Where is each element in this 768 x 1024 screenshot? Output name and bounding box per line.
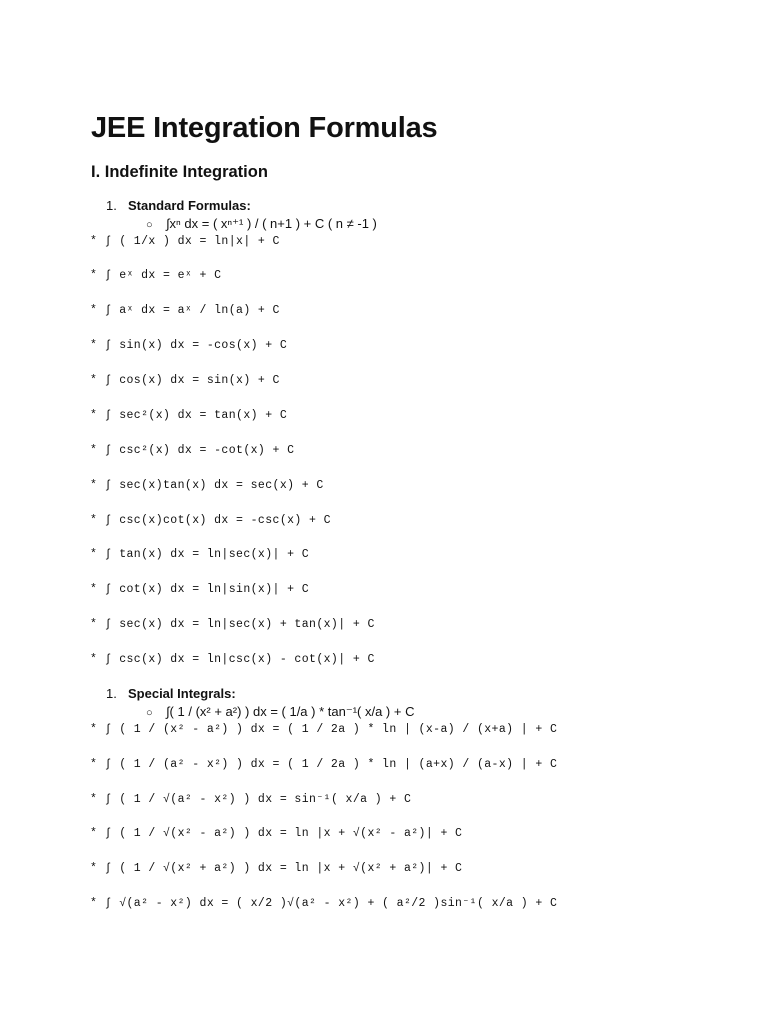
list-number: 1. [106,198,117,213]
formula-line: * ∫ sec(x)tan(x) dx = sec(x) + C [90,479,324,492]
document-title: JEE Integration Formulas [91,112,438,144]
section-heading-indefinite-integration: I. Indefinite Integration [91,163,268,181]
sub-item-arctan-integral [146,703,414,722]
formula-line: * ∫ sec²(x) dx = tan(x) + C [90,409,288,422]
formula-line: * ∫ tan(x) dx = ln|sec(x)| + C [90,548,310,561]
formula-line: * ∫ csc(x) dx = ln|csc(x) - cot(x)| + C [90,653,375,666]
formula-line: * ∫ ( 1 / (x² - a²) ) dx = ( 1 / 2a ) * ln | (x-a) / (x+a) | + C [90,723,558,736]
formula-line: * ∫ ( 1/x ) dx = ln|x| + C [90,235,280,248]
formula-line: * ∫ ( 1 / √(x² + a²) ) dx = ln |x + √(x² + a²)| + C [90,862,463,875]
formula-line: * ∫ cot(x) dx = ln|sin(x)| + C [90,583,310,596]
formula-line: * ∫ csc²(x) dx = -cot(x) + C [90,444,295,457]
formula-line: * ∫ sec(x) dx = ln|sec(x) + tan(x)| + C [90,618,375,631]
list-number: 1. [106,686,117,701]
circle-bullet-icon: ○ [146,707,153,719]
formula-line: * ∫ aˣ dx = aˣ / ln(a) + C [90,304,280,317]
sub-item-text: ∫xⁿ dx = ( xⁿ⁺¹ ) / ( n+1 ) + C ( n ≠ -1 ) [166,216,377,231]
formula-line: * ∫ cos(x) dx = sin(x) + C [90,374,280,387]
formula-line: * ∫ eˣ dx = eˣ + C [90,269,222,282]
formula-line: * ∫ √(a² - x²) dx = ( x/2 )√(a² - x²) + ( a²/2 )sin⁻¹( x/a ) + C [90,897,558,910]
formula-line: * ∫ ( 1 / √(x² - a²) ) dx = ln |x + √(x² - a²)| + C [90,827,463,840]
formula-line: * ∫ ( 1 / (a² - x²) ) dx = ( 1 / 2a ) * ln | (a+x) / (a-x) | + C [90,758,558,771]
list-label: Special Integrals: [128,686,236,701]
formula-line: * ∫ csc(x)cot(x) dx = -csc(x) + C [90,514,331,527]
circle-bullet-icon: ○ [146,219,153,231]
sub-item-power-rule [146,215,377,234]
list-label: Standard Formulas: [128,198,251,213]
list-heading-standard-formulas [106,197,251,215]
sub-item-text: ∫( 1 / (x² + a²) ) dx = ( 1/a ) * tan⁻¹( x/a ) + C [166,704,415,719]
formula-line: * ∫ sin(x) dx = -cos(x) + C [90,339,288,352]
formula-line: * ∫ ( 1 / √(a² - x²) ) dx = sin⁻¹( x/a ) + C [90,793,412,806]
list-heading-special-integrals [106,685,236,703]
